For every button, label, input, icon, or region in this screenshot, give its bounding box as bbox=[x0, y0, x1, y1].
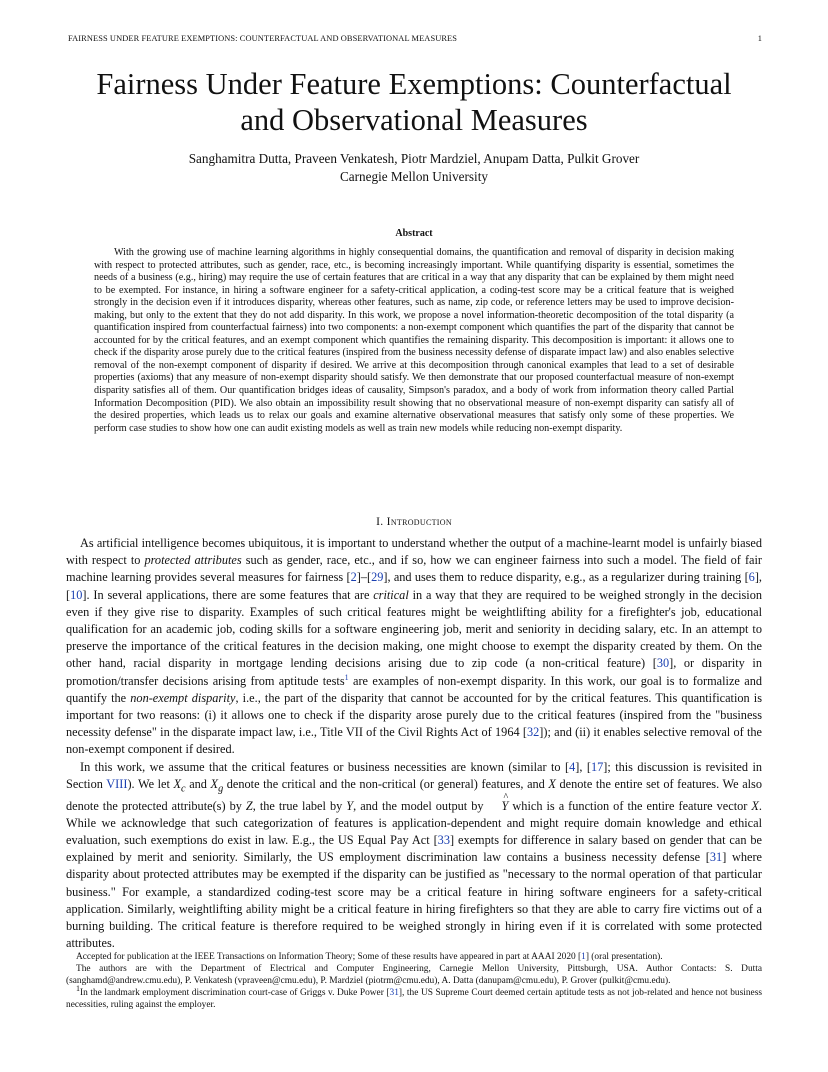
footnotes bbox=[66, 951, 762, 1011]
paper-title bbox=[60, 66, 768, 138]
paragraph-2: In this work, we assume that the critical features or business necessities are known (similar to [4], [17]; this discussion is revisited in Section VIII). We let $X_c$ and $X_g$ denote the critical and the non-critical (or general) features, and X denote the entire set of features. We also denote the protected attribute(s) by Z, the true label by Y, and the model output by ^ Y which is a function of the entire feature vector X. While we acknowledge that such categorization of features is application-dependent and might require domain knowledge and ethical evaluation, such exemptions do exist in law. E.g., the US Equal Pay Act [33] exempts for difference in salary based on gender that can be explained by merit and seniority. Similarly, the US employment discrimination law contains a business necessity defense [31] where disparity about protected attributes may be exempted if the disparity can be justified as "necessary to the normal operation of that particular business." For example, a standardized coding-test score may be a critical feature in hiring software engineers for a safety-critical application. Similarly, weightlifting ability might be a critical feature in hiring firefighters so that they are able to carry fire victims out of a burning building. The critical feature is therefore required to be weighed strongly in hiring even if it is correlated with some protected attributes. bbox=[66, 759, 762, 953]
citation-link[interactable]: 1 bbox=[581, 952, 586, 962]
running-title: FAIRNESS UNDER FEATURE EXEMPTIONS: COUNTERFACTUAL AND OBSERVATIONAL MEASURES bbox=[68, 34, 458, 43]
citation-link[interactable]: 2 bbox=[350, 570, 357, 585]
running-header bbox=[68, 34, 762, 43]
section-number: I. bbox=[376, 515, 387, 528]
citation-link[interactable]: 17 bbox=[590, 759, 604, 774]
citation-link[interactable]: 30 bbox=[656, 656, 670, 671]
citation-link[interactable]: 29 bbox=[371, 570, 384, 585]
abstract-text: With the growing use of machine learning algorithms in highly consequential domains, the quantification and removal of disparity in decision making with respect to protected attributes, such as gender, race, etc., is becoming increasingly important. While quantifying disparity is essential, sometimes the needs of a business (e.g., hiring) may require the use of certain features that are critical in a way that any disparity that can be explained by them might need to be exempted. For instance, in hiring a software engineer for a safety-critical application, a coding-test score may be a critical feature that is weighed strongly in the decision even if it introduces disparity, whereas other features, such as name, zip code, or reference letters may be used to improve decision-making, but only to the extent that they do not add disparity. In this work, we propose a novel information-theoretic decomposition of the total disparity (a quantification inspired from counterfactual fairness) into two components: a non-exempt component which quantifies the part of the disparity that cannot be accounted for by the critical features, and an exempt component which quantifies the remaining disparity. This decomposition is important: it allows one to check if the disparity arose purely due to the critical features (inspired from the business necessity defense of disparate impact law) and also enables selective removal of the non-exempt component of disparity if desired. We arrive at this decomposition through canonical examples that lead to a set of desirable properties (axioms) that any measure of non-exempt disparity should satisfy. We then demonstrate that our proposed counterfactual measure of non-exempt disparity satisfies all of them. Our quantification bridges ideas of causality, Simpson's paradox, and a body of work from information theory called Partial Information Decomposition (PID). We also obtain an impossibility result showing that no observational measure of non-exempt disparity can satisfy all of the desired properties, which leads us to relax our goals and examine alternative observational measures that satisfy only some of these properties. We perform case studies to show how one can audit existing models as well as train new models while reducing non-exempt disparity. bbox=[94, 247, 734, 434]
author-block bbox=[60, 150, 768, 186]
page-number: 1 bbox=[757, 34, 762, 43]
affiliation: Carnegie Mellon University bbox=[340, 169, 488, 184]
citation-link[interactable]: 10 bbox=[70, 587, 83, 602]
citation-link[interactable]: 4 bbox=[569, 759, 576, 774]
footnote-affiliations: The authors are with the Department of Electrical and Computer Engineering, Carnegie Mellon University, Pittsburgh, USA. Author Contacts: S. Dutta (sanghamd@andrew.cmu.edu), P. Venkatesh (vpraveen@cmu.edu), P. Mardziel (piotrm@cmu.edu), A. Datta (danupam@cmu.edu), P. Grover (pulkit@cmu.edu). bbox=[66, 964, 762, 987]
paragraph-1: As artificial intelligence becomes ubiquitous, it is important to understand whether the output of a machine-learnt model is unfairly biased with respect to protected attributes such as gender, race, etc., and if so, how we can engineer fairness into such a model. The field of fair machine learning provides several measures for fairness [2]–[29], and uses them to reduce disparity, e.g., as a regularizer during training [6], [10]. In several applications, there are some features that are critical in a way that they are required to be weighed strongly in the decision even if they give rise to disparity. Examples of such critical features might be weightlifting ability for a firefighter's job, educational qualification for an academic job, coding skills for a software engineering job, merit and seniority in deciding salary, etc. In an attempt to preserve the importance of the critical features in the decision making, one might choose to exempt the disparity created by them. On the other hand, racial disparity in mortgage lending decisions arising due to zip code (a non-critical feature) [30], or disparity in promotion/transfer decisions arising from aptitude tests$^1$ are examples of non-exempt disparity. In this work, our goal is to formalize and quantify the non-exempt disparity, i.e., the part of the disparity that cannot be accounted for by the critical features. This quantification is important for two reasons: (i) it allows one to check if the disparity arose purely due to the critical features (inspired from the "business necessity defense" in the disparate impact law, i.e., Title VII of the Civil Rights Act of 1964 [32]); and (ii) it enables selective removal of the non-exempt component if desired. bbox=[66, 536, 763, 757]
footnote-marker[interactable]: 1 bbox=[344, 672, 349, 682]
author-list: Sanghamitra Dutta, Praveen Venkatesh, Piotr Mardziel, Anupam Datta, Pulkit Grover bbox=[188, 151, 640, 166]
citation-link[interactable]: 31 bbox=[709, 850, 723, 865]
citation-link[interactable]: 31 bbox=[389, 988, 399, 999]
section-link[interactable]: VIII bbox=[106, 776, 128, 791]
footnote-1: $^1$In the landmark employment discrimination court-case of Griggs v. Duke Power [31], the US Supreme Court deemed certain aptitude tests as not job-related and hence not business necessities, ruling against the employer. bbox=[66, 984, 762, 1011]
title-line-2: and Observational Measures bbox=[240, 103, 588, 137]
citation-link[interactable]: 6 bbox=[748, 570, 755, 585]
y-hat-symbol: ^ Y bbox=[488, 798, 509, 815]
title-line-1: Fairness Under Feature Exemptions: Counterfactual bbox=[96, 67, 732, 101]
citation-link[interactable]: 32 bbox=[526, 725, 540, 740]
body-text bbox=[66, 535, 762, 952]
abstract-heading: Abstract bbox=[395, 228, 433, 239]
section-heading bbox=[0, 515, 828, 528]
footnote-publication: Accepted for publication at the IEEE Transactions on Information Theory; Some of these results have appeared in part at AAAI 2020 [1] (oral presentation). bbox=[76, 952, 663, 962]
citation-link[interactable]: 33 bbox=[437, 832, 450, 847]
section-title: Introduction bbox=[386, 515, 452, 528]
